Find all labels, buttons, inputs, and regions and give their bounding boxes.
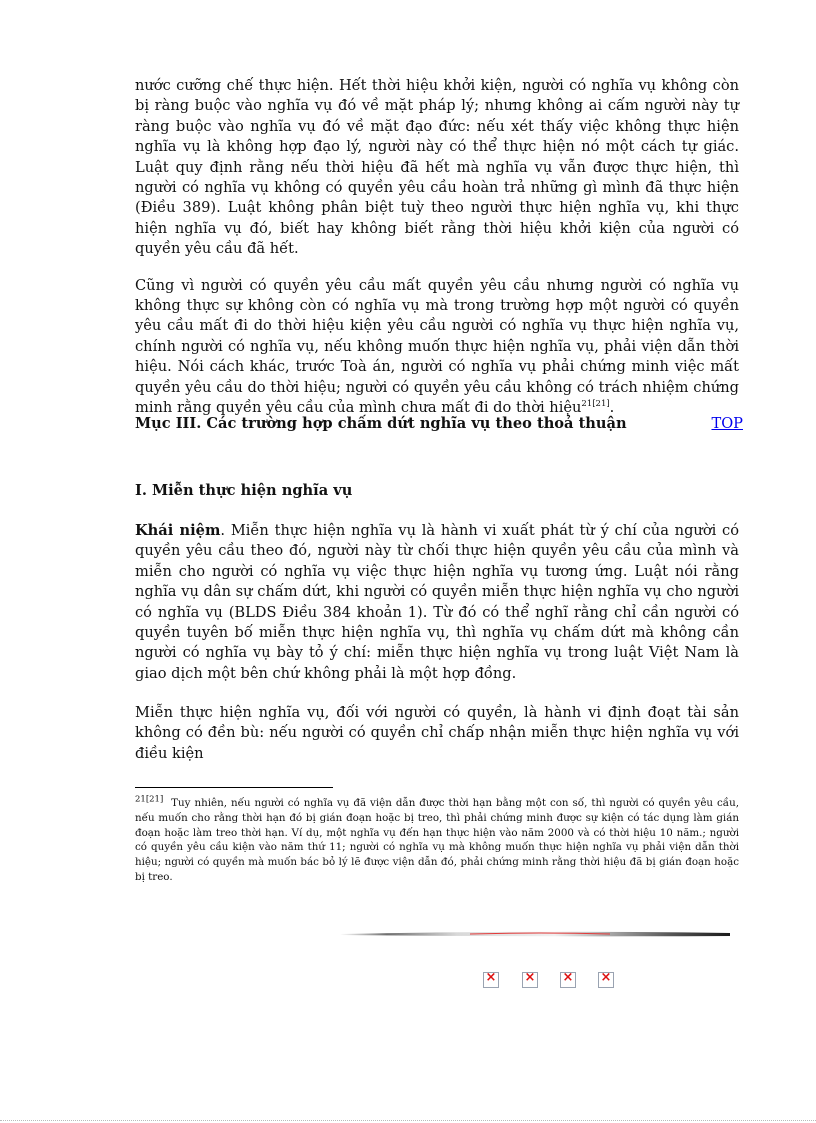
footnote bbox=[135, 796, 739, 885]
paragraph-burden-of-proof bbox=[135, 276, 739, 419]
concept-label: Khái niệm bbox=[135, 522, 221, 539]
broken-image-icon: × bbox=[522, 972, 538, 988]
section-title: Mục III. Các trường hợp chấm dứt nghĩa vụ theo thoả thuận bbox=[135, 415, 627, 432]
footnote-separator bbox=[135, 787, 333, 788]
decorative-divider bbox=[340, 929, 730, 939]
broken-image-icon: × bbox=[483, 972, 499, 988]
footnote-reference[interactable]: 21[21] bbox=[581, 399, 610, 410]
paragraph-end-mark: . bbox=[609, 399, 615, 417]
top-link[interactable]: TOP bbox=[711, 415, 743, 432]
paragraph-disposal: Miễn thực hiện nghĩa vụ, đối với người có quyền, là hành vi định đoạt tài sản không có đền bù: nếu người có quyền chỉ chấp nhận miễn thực hiện nghĩa vụ với điều kiện bbox=[135, 704, 739, 762]
section-header-row bbox=[135, 415, 743, 437]
paragraph-concept-text: . Miễn thực hiện nghĩa vụ là hành vi xuất phát từ ý chí của người có quyền yêu cầu theo đó, người này từ chối thực hiện quyền yêu cầu của mình và miễn cho người có nghĩa vụ việc thực hiện nghĩa vụ tương ứng. Luật nói rằng nghĩa vụ dân sự chấm dứt, khi người có quyền miễn thực hiện nghĩa vụ cho người có nghĩa vụ (BLDS Điều 384 khoản 1). Từ đó có thể nghĩ rằng chỉ cần người có quyền tuyên bố miễn thực hiện nghĩa vụ, thì nghĩa vụ chấm dứt mà không cần người có nghĩa vụ bày tỏ ý chí: miễn thực hiện nghĩa vụ trong luật Việt Nam là giao dịch một bên chứ không phải là một hợp đồng. bbox=[135, 522, 740, 682]
disposal-paragraph-block bbox=[135, 703, 739, 764]
broken-image-icon: × bbox=[560, 972, 576, 988]
paragraph-burden-text: Cũng vì người có quyền yêu cầu mất quyền yêu cầu nhưng người có nghĩa vụ không thực sự không còn có nghĩa vụ mà trong trường hợp một người có quyền yêu cầu mất đi do thời hiệu kiện yêu cầu người có nghĩa vụ thực hiện nghĩa vụ, chính người có nghĩa vụ, nếu không muốn thực hiện nghĩa vụ, phải viện dẫn thời hiệu. Nói cách khác, trước Toà án, người có nghĩa vụ phải chứng minh việc mất quyền yêu cầu do thời hiệu; người có quyền yêu cầu không có trách nhiệm chứng minh rằng quyền yêu cầu của mình chưa mất đi do thời hiệu bbox=[135, 276, 739, 417]
footnote-text: Tuy nhiên, nếu người có nghĩa vụ đã viện dẫn được thời hạn bằng một con số, thì người có quyền yêu cầu, nếu muốn cho rằng thời hạn đó bị gián đoạn hoặc bị treo, thì phải chứng minh được sự kiện có tác dụng làm gián đoạn hoặc làm treo thời hạn. Ví dụ, một nghĩa vụ đến hạn thực hiện vào năm 2000 và có thời hiệu 10 năm.; người có quyền yêu cầu kiện vào năm thứ 11; người có nghĩa vụ mà không muốn thực hiện nghĩa vụ phải viện dẫn thời hiệu; người có quyền mà muốn bác bỏ lý lẽ được viện dẫn đó, phải chứng minh rằng thời hiệu đã bị gián đoạn hoặc bị treo. bbox=[135, 797, 739, 883]
paragraph-statute-expiry: nước cưỡng chế thực hiện. Hết thời hiệu khởi kiện, người có nghĩa vụ không còn bị ràng buộc vào nghĩa vụ đó về mặt pháp lý; nhưng không ai cấm người này tự ràng buộc vào nghĩa vụ đó về mặt đạo đức: nếu xét thấy việc không thực hiện nghĩa vụ là không hợp đạo lý, người này có thể thực hiện nó một cách tự giác. Luật quy định rằng nếu thời hiệu đã hết mà nghĩa vụ vẫn được thực hiện, thì người có nghĩa vụ không có quyền yêu cầu hoàn trả những gì mình đã thực hiện (Điều 389). Luật không phân biệt tuỳ theo người thực hiện nghĩa vụ, khi thực hiện nghĩa vụ đó, biết hay không biết rằng thời hiệu khởi kiện của người có quyền yêu cầu đã hết. bbox=[135, 77, 739, 258]
body-text-top bbox=[135, 76, 739, 419]
subheading: I. Miễn thực hiện nghĩa vụ bbox=[135, 482, 353, 499]
broken-image-icon: × bbox=[598, 972, 614, 988]
concept-paragraph-block bbox=[135, 521, 739, 684]
page-bottom-border bbox=[0, 1120, 816, 1121]
paragraph-concept bbox=[135, 521, 739, 684]
footnote-marker: 21[21] bbox=[135, 794, 164, 805]
